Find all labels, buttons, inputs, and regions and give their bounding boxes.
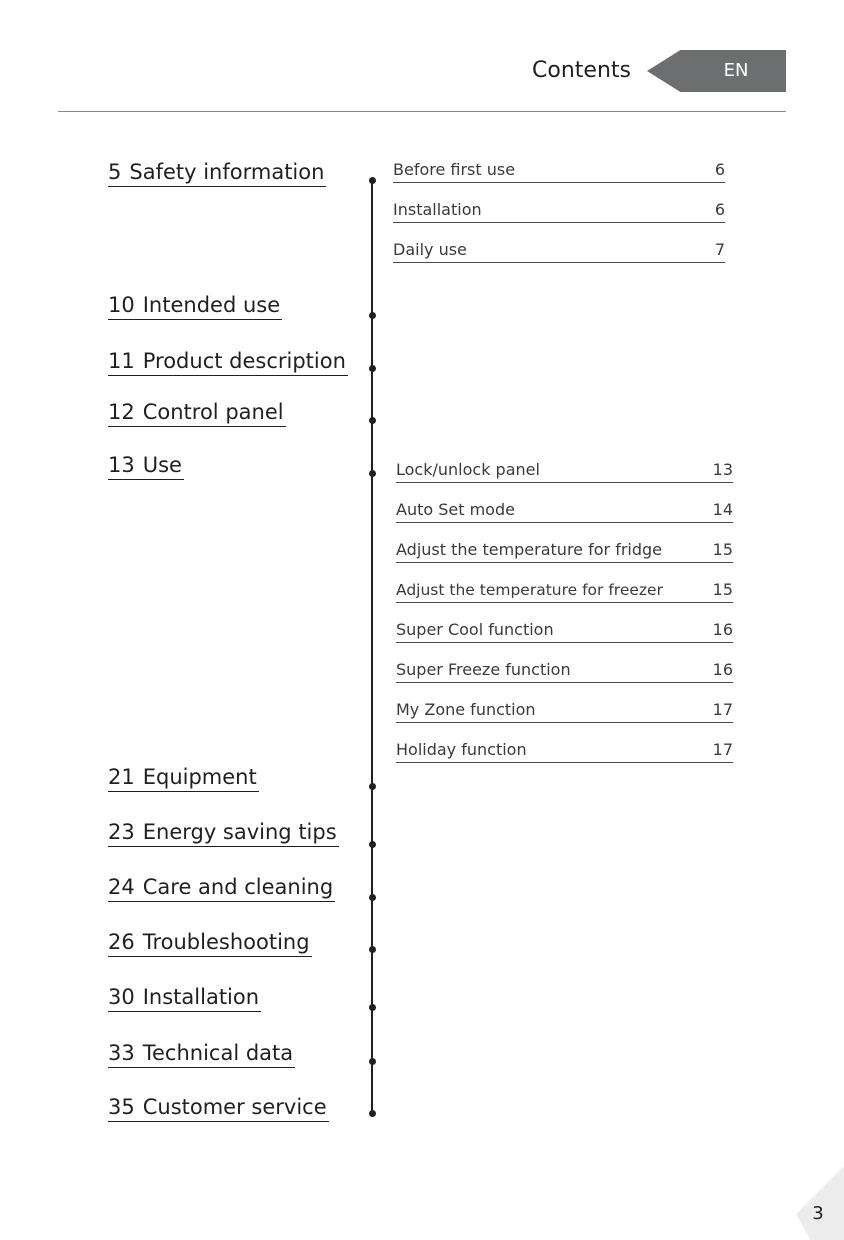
- toc-section-super-cool-function[interactable]: [396, 620, 733, 643]
- toc-chapter-technical-data[interactable]: [108, 1039, 295, 1068]
- section-page: 15: [712, 580, 733, 599]
- language-tab: EN: [723, 60, 749, 81]
- toc-dot: [369, 417, 376, 424]
- header-divider: [58, 111, 786, 112]
- chapter-title: Intended use: [142, 293, 281, 317]
- section-title: Installation: [393, 200, 482, 219]
- page-number: 3: [812, 1203, 824, 1224]
- toc-chapter-product-description[interactable]: [108, 347, 348, 376]
- chapter-number: 30: [108, 985, 135, 1009]
- chapter-number: 12: [108, 400, 135, 424]
- section-title: Holiday function: [396, 740, 527, 759]
- section-title: Super Cool function: [396, 620, 554, 639]
- section-title: Auto Set mode: [396, 500, 515, 519]
- toc-section-daily-use[interactable]: [393, 240, 725, 263]
- toc-section-installation[interactable]: [393, 200, 725, 223]
- chapter-title: Energy saving tips: [142, 820, 337, 844]
- chapter-number: 11: [108, 349, 135, 373]
- chapter-number: 35: [108, 1095, 135, 1119]
- chapter-number: 23: [108, 820, 135, 844]
- toc-chapter-control-panel[interactable]: [108, 398, 286, 427]
- toc-section-my-zone-function[interactable]: [396, 700, 733, 723]
- section-page: 17: [712, 740, 733, 759]
- toc-chapter-troubleshooting[interactable]: [108, 928, 312, 957]
- chapter-number: 13: [108, 453, 135, 477]
- chapter-title: Technical data: [142, 1041, 294, 1065]
- toc-chapter-safety-information[interactable]: [108, 158, 326, 187]
- section-page: 7: [714, 240, 725, 259]
- section-title: Daily use: [393, 240, 467, 259]
- section-title: Before first use: [393, 160, 516, 179]
- chapter-number: 24: [108, 875, 135, 899]
- section-page: 15: [712, 540, 733, 559]
- chapter-title: Equipment: [142, 765, 257, 789]
- toc-chapter-installation[interactable]: [108, 983, 261, 1012]
- section-title: Lock/unlock panel: [396, 460, 540, 479]
- toc-dot: [369, 1004, 376, 1011]
- toc-dot: [369, 783, 376, 790]
- section-page: 6: [714, 160, 725, 179]
- toc-dot: [369, 1058, 376, 1065]
- chapter-number: 5: [108, 160, 122, 184]
- toc-dot: [369, 470, 376, 477]
- chapter-number: 21: [108, 765, 135, 789]
- section-page: 16: [712, 660, 733, 679]
- chapter-number: 33: [108, 1041, 135, 1065]
- section-title: My Zone function: [396, 700, 536, 719]
- toc-section-super-freeze-function[interactable]: [396, 660, 733, 683]
- chapter-title: Safety information: [129, 160, 325, 184]
- section-page: 16: [712, 620, 733, 639]
- chapter-title: Care and cleaning: [142, 875, 334, 899]
- section-page: 14: [712, 500, 733, 519]
- toc-section-adjust-temperature-freezer[interactable]: [396, 580, 733, 603]
- toc-section-before-first-use[interactable]: [393, 160, 725, 183]
- toc-dot: [369, 894, 376, 901]
- chapter-title: Control panel: [142, 400, 284, 424]
- toc-chapter-intended-use[interactable]: [108, 291, 282, 320]
- page-title: Contents: [532, 58, 631, 83]
- toc-chapter-equipment[interactable]: [108, 763, 259, 792]
- toc-chapter-customer-service[interactable]: [108, 1093, 329, 1122]
- toc-section-lock-unlock-panel[interactable]: [396, 460, 733, 483]
- toc-chapter-energy-saving-tips[interactable]: [108, 818, 339, 847]
- chapter-title: Troubleshooting: [142, 930, 310, 954]
- chapter-title: Product description: [142, 349, 346, 373]
- toc-dot: [369, 177, 376, 184]
- toc-chapter-care-and-cleaning[interactable]: [108, 873, 335, 902]
- section-page: 13: [712, 460, 733, 479]
- chapter-title: Customer service: [142, 1095, 327, 1119]
- toc-dot: [369, 365, 376, 372]
- toc-dot: [369, 312, 376, 319]
- chapter-title: Installation: [142, 985, 260, 1009]
- toc-dot: [369, 1110, 376, 1117]
- toc-section-holiday-function[interactable]: [396, 740, 733, 763]
- chapter-number: 26: [108, 930, 135, 954]
- section-page: 6: [714, 200, 725, 219]
- toc-section-adjust-temperature-fridge[interactable]: [396, 540, 733, 563]
- toc-chapter-use[interactable]: [108, 451, 184, 480]
- section-title: Adjust the temperature for freezer: [396, 581, 663, 599]
- section-page: 17: [712, 700, 733, 719]
- chapter-number: 10: [108, 293, 135, 317]
- section-title: Adjust the temperature for fridge: [396, 540, 662, 559]
- chapter-title: Use: [142, 453, 182, 477]
- section-title: Super Freeze function: [396, 660, 571, 679]
- toc-section-auto-set-mode[interactable]: [396, 500, 733, 523]
- toc-dot: [369, 946, 376, 953]
- toc-dot: [369, 841, 376, 848]
